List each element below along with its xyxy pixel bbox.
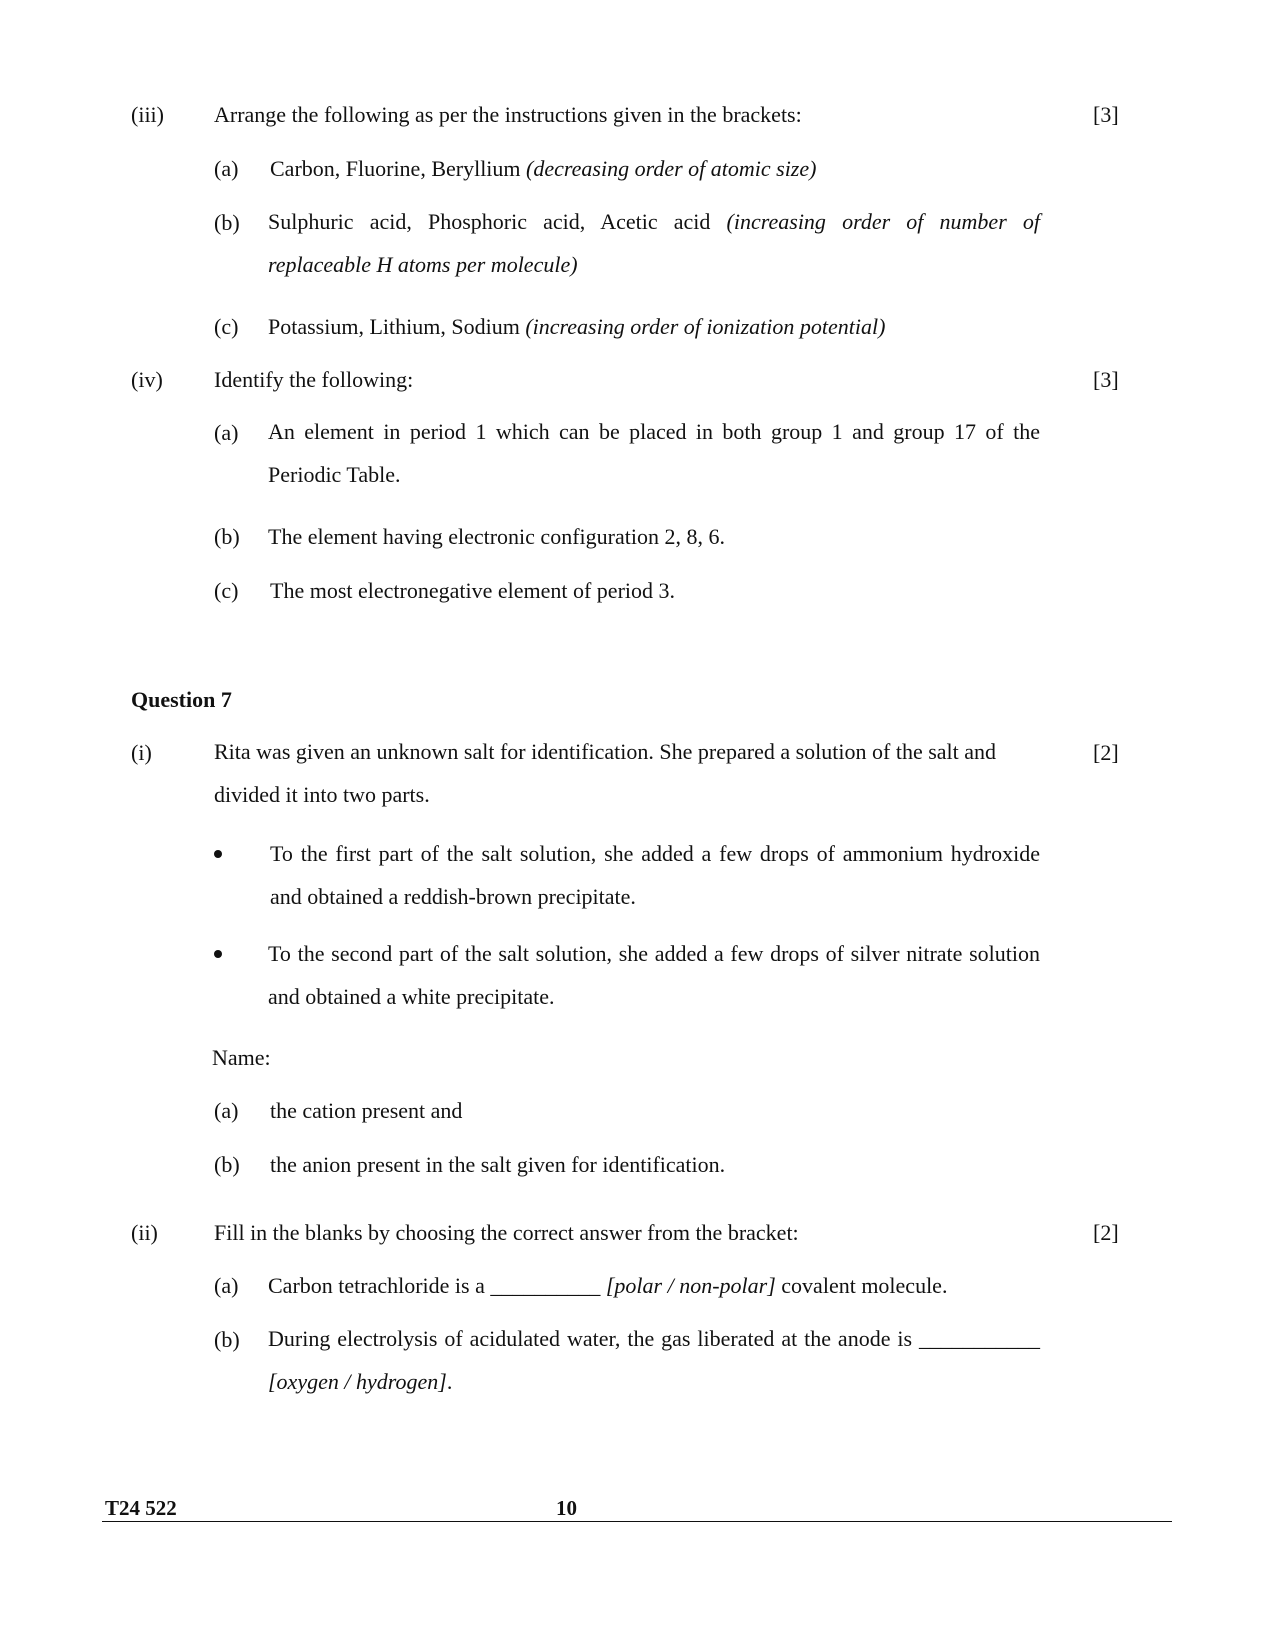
subquestion-text: Identify the following: — [214, 367, 414, 392]
part-text: The most electronegative element of period 3. — [270, 578, 676, 603]
subquestion-number: (ii) — [131, 1220, 158, 1245]
name-label: Name: — [212, 1045, 271, 1070]
part-label: (a) — [214, 1273, 239, 1298]
part-label: (b) — [214, 1327, 240, 1352]
part-label: (c) — [214, 578, 239, 603]
answer-blank: ___________ — [919, 1326, 1040, 1351]
subquestion-text: Arrange the following as per the instructions given in the brackets: — [214, 102, 802, 127]
part-text: Carbon tetrachloride is a __________ [polar / non-polar] covalent molecule. — [268, 1273, 948, 1298]
page-number: 10 — [556, 1496, 577, 1520]
part-label: (a) — [214, 156, 239, 181]
marks-badge: [2] — [1093, 1220, 1119, 1245]
part-text: the cation present and — [270, 1098, 463, 1123]
marks-badge: [3] — [1093, 102, 1119, 127]
bullet-icon — [214, 950, 222, 958]
part-label: (b) — [214, 524, 240, 549]
part-label: (b) — [214, 210, 240, 235]
bullet-text: To the second part of the salt solution, she added a few drops of silver nitrate solution and obtained a white precipitate. — [268, 941, 1040, 1009]
marks-badge: [3] — [1093, 367, 1119, 392]
part-text: During electrolysis of acidulated water, the gas liberated at the anode is ___________ [oxygen / hydrogen]. — [268, 1326, 1040, 1394]
bullet-text: To the first part of the salt solution, she added a few drops of ammonium hydroxide and obtained a reddish-brown precipitate. — [270, 841, 1040, 909]
part-label: (c) — [214, 314, 239, 339]
subquestion-text: Fill in the blanks by choosing the correct answer from the bracket: — [214, 1220, 799, 1245]
question-heading: Question 7 — [131, 687, 232, 712]
part-text: Sulphuric acid, Phosphoric acid, Acetic acid (increasing order of number of replaceable H atoms per molecule) — [268, 209, 1041, 277]
subquestion-text: Rita was given an unknown salt for identification. She prepared a solution of the salt and divided it into two parts. — [214, 739, 997, 807]
subquestion-number: (iii) — [131, 102, 164, 127]
part-text: the anion present in the salt given for identification. — [270, 1152, 726, 1177]
marks-badge: [2] — [1093, 740, 1119, 765]
bullet-icon — [214, 850, 222, 858]
subquestion-number: (iv) — [131, 367, 163, 392]
answer-blank: __________ — [490, 1273, 601, 1298]
part-label: (a) — [214, 420, 239, 445]
subquestion-number: (i) — [131, 740, 152, 765]
part-text: The element having electronic configuration 2, 8, 6. — [268, 524, 725, 549]
part-label: (b) — [214, 1152, 240, 1177]
part-text: Potassium, Lithium, Sodium (increasing order of ionization potential) — [268, 314, 886, 339]
part-text: An element in period 1 which can be placed in both group 1 and group 17 of the Periodic Table. — [268, 419, 1040, 487]
part-label: (a) — [214, 1098, 239, 1123]
paper-code: T24 522 — [105, 1496, 177, 1520]
footer-rule — [102, 1521, 1172, 1522]
part-text: Carbon, Fluorine, Beryllium (decreasing order of atomic size) — [270, 156, 817, 181]
